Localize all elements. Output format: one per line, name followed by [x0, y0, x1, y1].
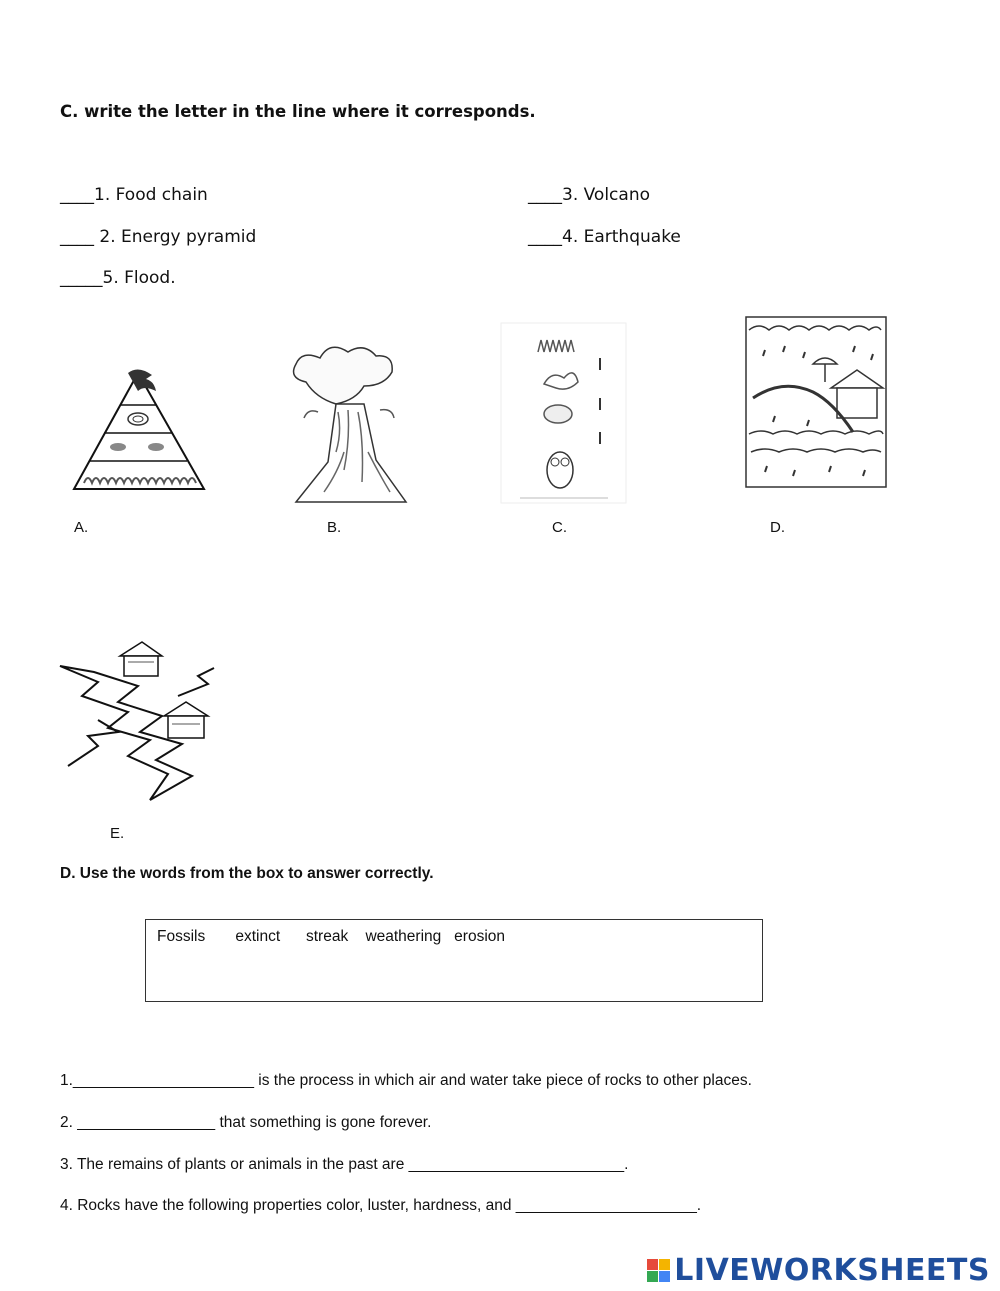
- question-3[interactable]: 3. The remains of plants or animals in the past are _________________________.: [60, 1156, 629, 1173]
- section-c-title: C. write the letter in the line where it corresponds.: [60, 102, 536, 121]
- logo-square-l: [647, 1259, 658, 1270]
- liveworksheets-logo[interactable]: [647, 1253, 990, 1288]
- flood-icon: [745, 316, 887, 488]
- image-label-a: A.: [74, 519, 89, 536]
- food-chain-icon: [500, 322, 627, 508]
- logo-square-i: [659, 1259, 670, 1270]
- earthquake-icon: [58, 636, 216, 804]
- image-label-b: B.: [327, 519, 342, 536]
- match-item-food-chain[interactable]: ____1. Food chain: [60, 185, 208, 205]
- logo-square-e: [659, 1271, 670, 1282]
- question-2[interactable]: 2. ________________ that something is gone forever.: [60, 1114, 432, 1131]
- section-d-title: D. Use the words from the box to answer correctly.: [60, 865, 434, 882]
- logo-square-v: [647, 1271, 658, 1282]
- energy-pyramid-icon: [70, 365, 210, 495]
- match-item-energy-pyramid[interactable]: ____ 2. Energy pyramid: [60, 227, 257, 247]
- question-1[interactable]: 1._____________________ is the process in which air and water take piece of rocks to other places.: [60, 1072, 752, 1089]
- logo-text: LIVEWORKSHEETS: [674, 1253, 990, 1288]
- image-label-e: E.: [110, 825, 125, 842]
- match-item-volcano[interactable]: ____3. Volcano: [528, 185, 650, 205]
- logo-mark-icon: [647, 1259, 670, 1282]
- word-box: [145, 919, 763, 1002]
- image-label-c: C.: [552, 519, 567, 536]
- image-label-d: D.: [770, 519, 785, 536]
- word-box-words: Fossils extinct streak weathering erosion: [157, 928, 506, 945]
- match-item-earthquake[interactable]: ____4. Earthquake: [528, 227, 681, 247]
- match-item-flood[interactable]: _____5. Flood.: [60, 268, 176, 288]
- question-4[interactable]: 4. Rocks have the following properties color, luster, hardness, and _____________________.: [60, 1197, 702, 1214]
- volcano-icon: [288, 342, 413, 512]
